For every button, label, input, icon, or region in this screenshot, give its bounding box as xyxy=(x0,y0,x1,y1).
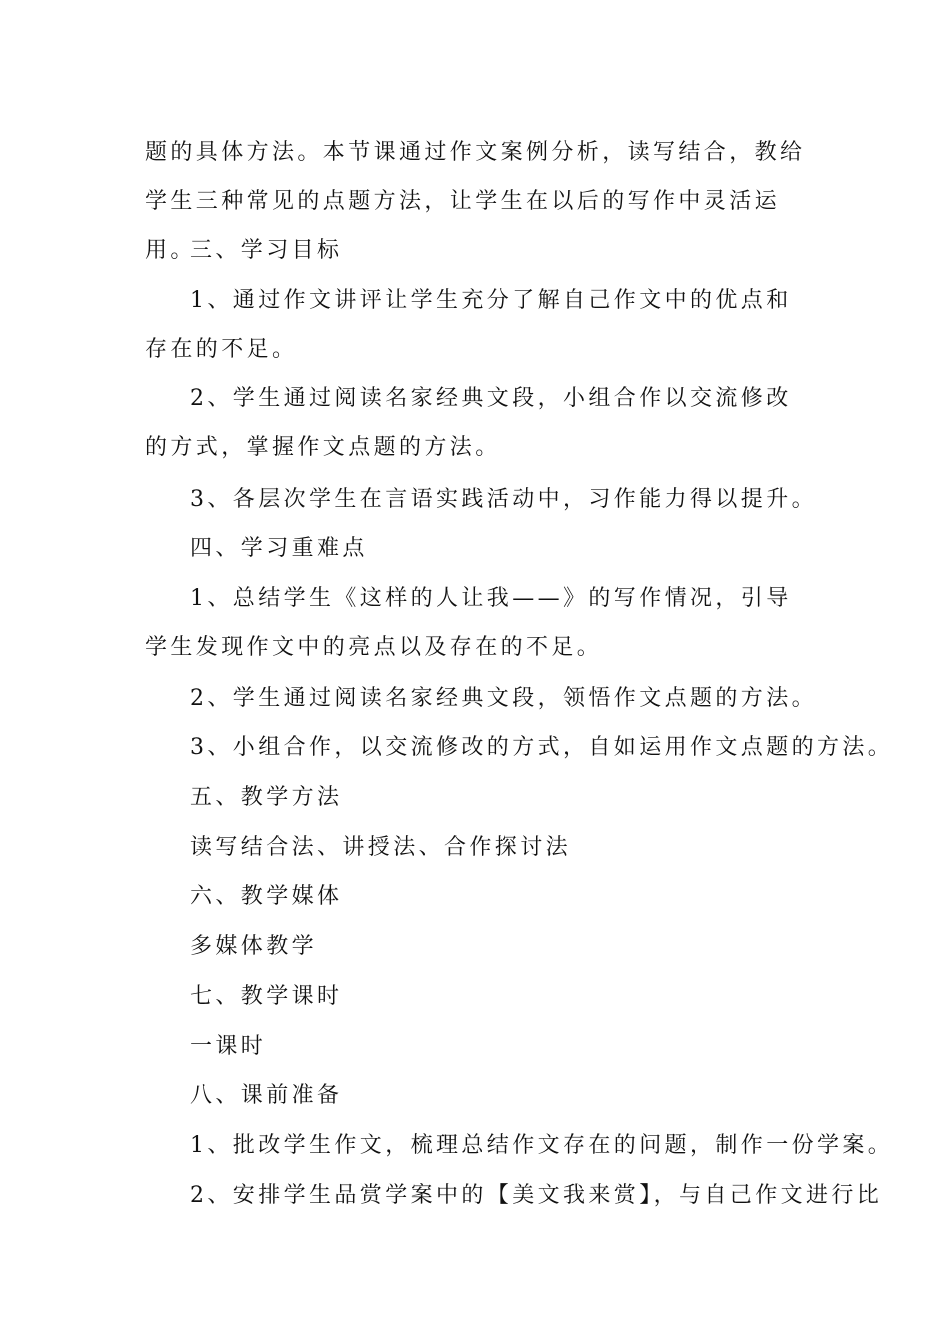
goal-item-1: 1、通过作文讲评让学生充分了解自己作文中的优点和存在的不足。 xyxy=(145,288,792,362)
teaching-methods-text: 读写结合法、讲授法、合作探讨法 xyxy=(190,835,572,860)
heading-teaching-media: 六、教学媒体 xyxy=(190,884,343,909)
heading-teaching-methods: 五、教学方法 xyxy=(190,785,343,810)
teaching-media-text: 多媒体教学 xyxy=(190,934,318,959)
goal-item-3: 3、各层次学生在言语实践活动中，习作能力得以提升。 xyxy=(190,487,817,512)
difficulty-item-2: 2、学生通过阅读名家经典文段，领悟作文点题的方法。 xyxy=(190,686,817,711)
preparation-item-1: 1、批改学生作文，梳理总结作文存在的问题，制作一份学案。 xyxy=(190,1133,894,1158)
class-hours-text: 一课时 xyxy=(190,1034,267,1059)
heading-learning-goals: 三、学习目标 xyxy=(190,238,343,263)
paragraph-intro-continued: 题的具体方法。本节课通过作文案例分析，读写结合，教给学生三种常见的点题方法，让学生在以后的写作中灵活运用。 xyxy=(145,140,806,263)
difficulty-item-3: 3、小组合作，以交流修改的方式，自如运用作文点题的方法。 xyxy=(190,735,894,760)
difficulty-item-1: 1、总结学生《这样的人让我——》的写作情况，引导学生发现作文中的亮点以及存在的不足。 xyxy=(145,586,792,660)
heading-preparation: 八、课前准备 xyxy=(190,1083,343,1108)
preparation-item-2: 2、安排学生品赏学案中的【美文我来赏】，与自己作文进行比 xyxy=(190,1183,883,1208)
heading-key-difficulties: 四、学习重难点 xyxy=(190,536,368,561)
goal-item-2: 2、学生通过阅读名家经典文段，小组合作以交流修改的方式，掌握作文点题的方法。 xyxy=(145,386,792,460)
heading-class-hours: 七、教学课时 xyxy=(190,984,343,1009)
